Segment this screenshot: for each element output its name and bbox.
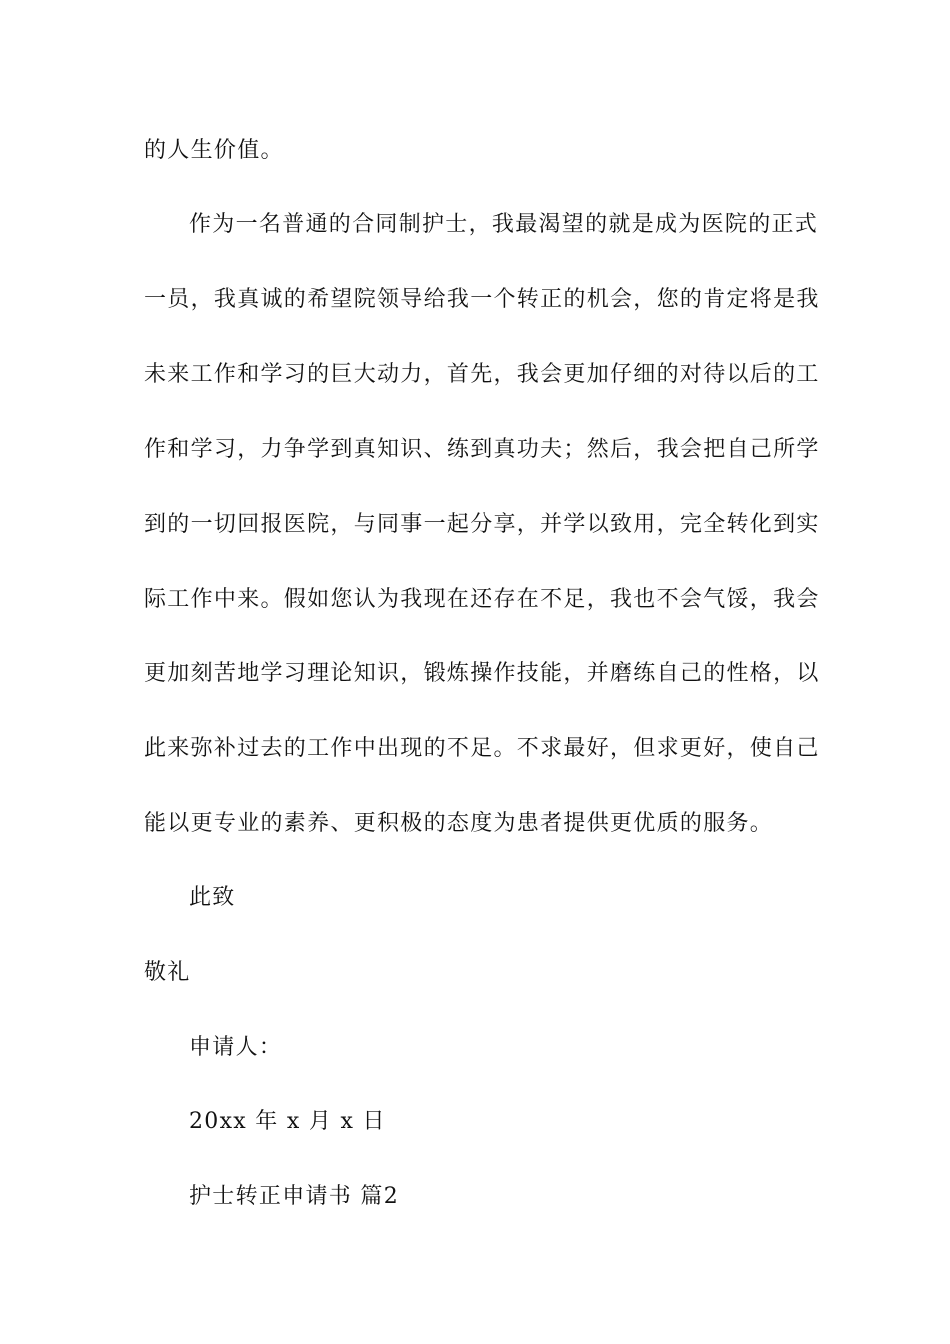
paragraph-line: 作和学习，力争学到真知识、练到真功夫；然后，我会把自己所学 <box>144 437 820 462</box>
paragraph-line: 未来工作和学习的巨大动力，首先，我会更加仔细的对待以后的工 <box>144 362 820 387</box>
paragraph-line: 能以更专业的素养、更积极的态度为患者提供更优质的服务。 <box>144 811 774 836</box>
paragraph-line: 到的一切回报医院，与同事一起分享，并学以致用，完全转化到实 <box>144 512 820 537</box>
next-section-title: 护士转正申请书 篇2 <box>189 1184 399 1209</box>
paragraph-line: 际工作中来。假如您认为我现在还存在不足，我也不会气馁，我会 <box>144 587 820 612</box>
paragraph-line: 更加刻苦地学习理论知识，锻炼操作技能，并磨练自己的性格，以 <box>144 661 820 686</box>
salute-text: 敬礼 <box>144 960 191 985</box>
closing-text: 此致 <box>189 885 236 910</box>
applicant-label: 申请人： <box>189 1035 283 1060</box>
paragraph-line: 作为一名普通的合同制护士，我最渴望的就是成为医院的正式 <box>189 212 819 237</box>
paragraph-line: 此来弥补过去的工作中出现的不足。不求最好，但求更好，使自己 <box>144 736 820 761</box>
date-text: 20xx 年 x 月 x 日 <box>189 1109 386 1134</box>
paragraph-line: 的人生价值。 <box>144 138 284 163</box>
paragraph-line: 一员，我真诚的希望院领导给我一个转正的机会，您的肯定将是我 <box>144 287 820 312</box>
